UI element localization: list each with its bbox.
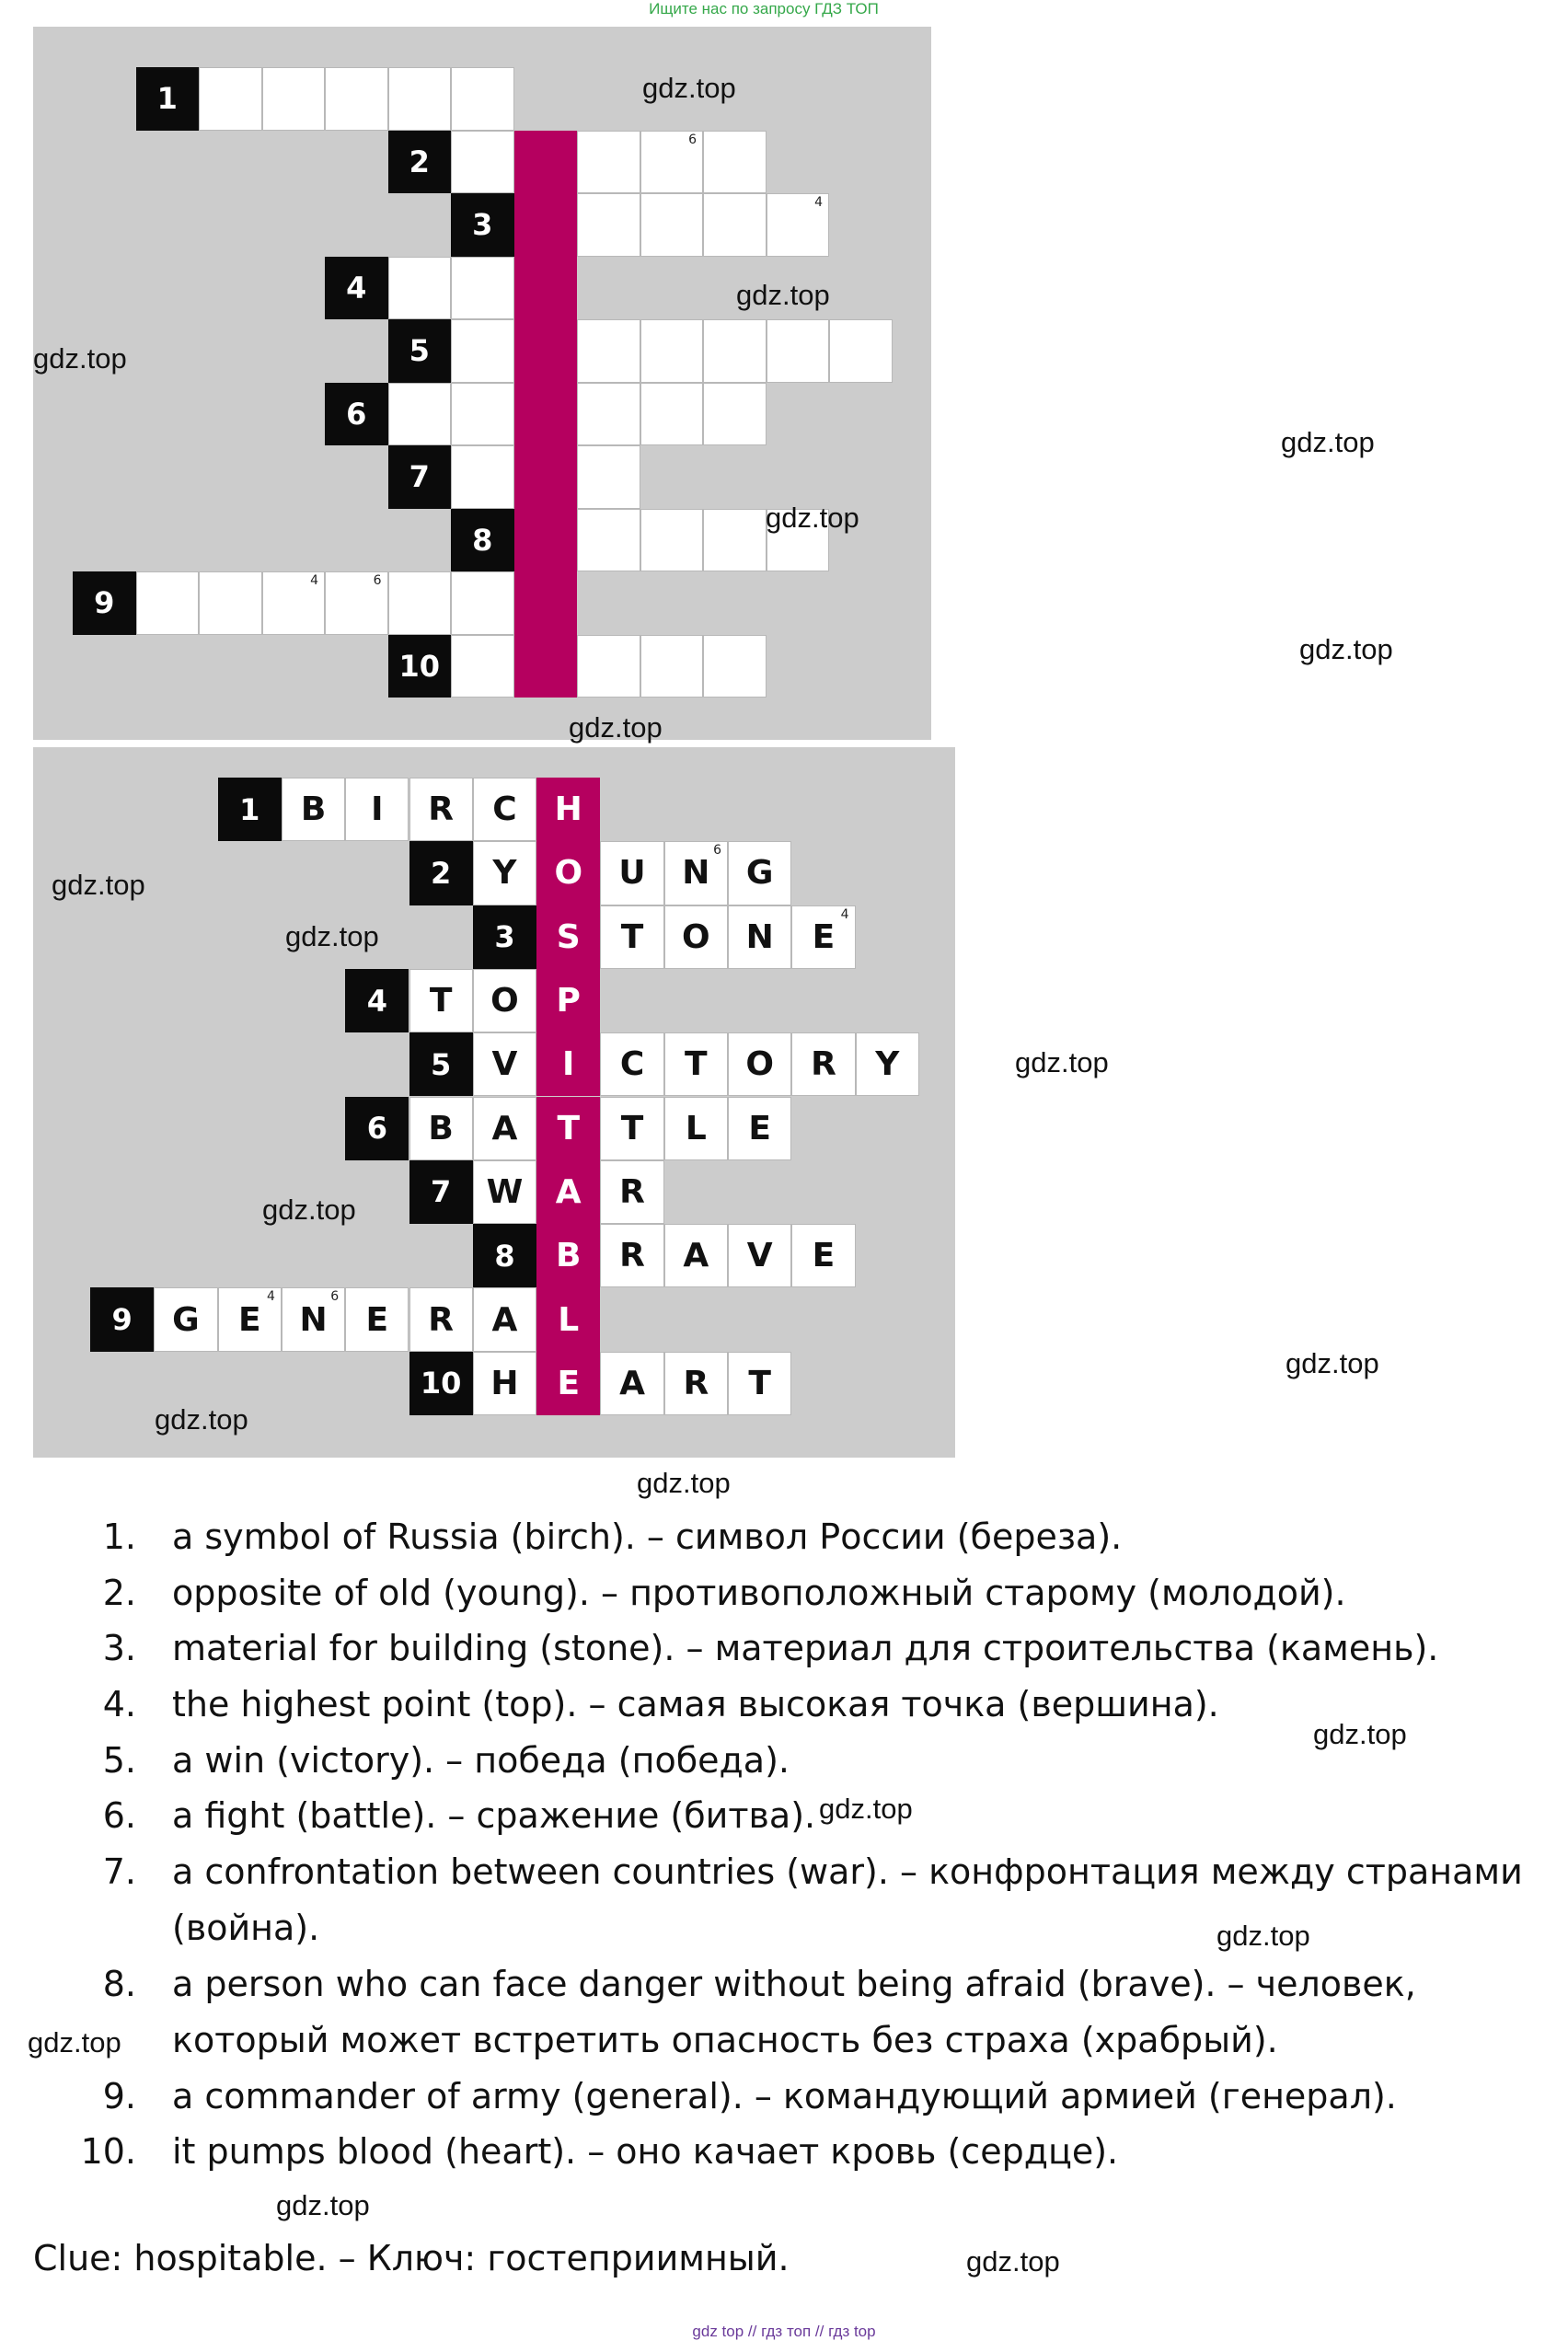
keyword-cell[interactable] (514, 635, 578, 698)
letter: G (745, 854, 774, 893)
clue-text: a win (victory). – победа (победа). (172, 1740, 790, 1781)
clue-number-box: 1 (136, 67, 200, 131)
letter-cell[interactable] (451, 445, 514, 509)
watermark: gdz.top (285, 920, 379, 952)
letter-cell (473, 1097, 536, 1160)
letter: B (300, 790, 327, 829)
letter-cell[interactable] (136, 571, 200, 635)
clue-text: a person who can face danger without being afraid (brave). – человек, который может встретить опасность без страха (храбрый). (172, 1964, 1416, 2060)
clue-number-box: 3 (473, 905, 536, 969)
clue-text: the highest point (top). – самая высокая точка (вершина). (172, 1684, 1219, 1724)
letter: O (682, 917, 710, 956)
letter-cell (409, 1287, 473, 1351)
letter: A (683, 1237, 709, 1275)
superscript-mark: 4 (814, 195, 823, 210)
keyword-cell (536, 1352, 600, 1415)
letter-cell[interactable] (577, 131, 640, 194)
clue-number-box: 10 (409, 1352, 473, 1415)
letter: E (812, 917, 836, 956)
empty-crossword-grid (33, 27, 931, 740)
keyword-cell[interactable] (514, 445, 578, 509)
letter: A (555, 1172, 582, 1211)
clue-text: opposite of old (young). – противоположный старому (молодой). (172, 1573, 1346, 1613)
clue-text: a confrontation between countries (war). – конфронтация между странами (война). (172, 1851, 1523, 1948)
letter-cell[interactable] (703, 319, 767, 383)
letter: E (365, 1300, 389, 1339)
letter-cell[interactable] (577, 319, 640, 383)
letter-cell (664, 841, 728, 905)
letter-cell (345, 1287, 409, 1351)
superscript-mark: 6 (713, 843, 721, 859)
letter-cell (345, 778, 409, 841)
letter: I (371, 790, 384, 829)
letter-cell (409, 778, 473, 841)
keyword-cell (536, 778, 600, 841)
letter-cell[interactable] (388, 383, 452, 446)
superscript-mark: 6 (688, 132, 697, 147)
clue-number: 4. (102, 1684, 136, 1724)
superscript-mark: 6 (373, 573, 382, 588)
letter-cell (791, 1224, 855, 1287)
letter-cell (600, 1160, 663, 1224)
letter: H (554, 790, 582, 829)
letter: C (619, 1045, 645, 1084)
watermark: gdz.top (966, 2245, 1060, 2278)
letter: O (554, 854, 583, 893)
clue-text: a symbol of Russia (birch). – символ России (береза). (172, 1516, 1123, 1557)
watermark: gdz.top (33, 342, 127, 375)
letter: I (562, 1045, 575, 1084)
letter: N (745, 917, 774, 956)
letter: L (685, 1109, 707, 1147)
letter: T (685, 1045, 708, 1084)
letter: T (620, 1109, 644, 1147)
watermark: gdz.top (52, 869, 145, 901)
letter-cell[interactable] (640, 383, 704, 446)
clue-text: a fight (battle). – сражение (битва). (172, 1795, 816, 1836)
clue-number-box: 3 (451, 193, 514, 257)
watermark: gdz.top (766, 502, 859, 534)
letter: R (619, 1237, 645, 1275)
watermark: gdz.top (276, 2189, 370, 2221)
clue-number-box: 9 (73, 571, 136, 635)
clue-number: 6. (102, 1795, 136, 1836)
keyword-cell (536, 841, 600, 905)
letter-cell (728, 905, 791, 969)
letter: A (491, 1109, 518, 1147)
clue-number-box: 10 (388, 635, 452, 698)
letter-cell (473, 778, 536, 841)
letter-cell[interactable] (388, 571, 452, 635)
clue-number: 5. (102, 1740, 136, 1781)
clue-number: 3. (102, 1628, 136, 1668)
letter-cell[interactable] (640, 319, 704, 383)
clue-number-box: 2 (388, 131, 452, 194)
watermark: gdz.top (642, 72, 736, 104)
keyword-cell[interactable] (514, 319, 578, 383)
letter-cell (409, 969, 473, 1032)
letter: T (429, 982, 453, 1021)
letter-cell (791, 1032, 855, 1096)
letter: Y (492, 854, 517, 893)
letter-cell (473, 1032, 536, 1096)
letter-cell (664, 1097, 728, 1160)
letter-cell (218, 1287, 282, 1351)
letter: T (620, 917, 644, 956)
keyword-cell (536, 1287, 600, 1351)
letter-cell (728, 1352, 791, 1415)
letter-cell[interactable] (388, 67, 452, 131)
letter-cell[interactable] (703, 383, 767, 446)
letter: A (619, 1364, 645, 1402)
clue-number-box: 5 (388, 319, 452, 383)
letter-cell (473, 969, 536, 1032)
keyword-cell[interactable] (514, 509, 578, 572)
letter-cell[interactable] (577, 193, 640, 257)
letter-cell[interactable] (829, 319, 893, 383)
watermark: gdz.top (28, 2026, 121, 2058)
letter-cell[interactable] (451, 319, 514, 383)
letter: R (428, 790, 455, 829)
clue-number-box: 4 (345, 969, 409, 1032)
letter-cell (728, 841, 791, 905)
letter: N (682, 854, 710, 893)
watermark: gdz.top (155, 1403, 248, 1436)
letter: L (558, 1300, 580, 1339)
letter-cell (409, 1097, 473, 1160)
clue-number-box: 5 (409, 1032, 473, 1096)
letter: V (491, 1045, 518, 1084)
superscript-mark: 6 (330, 1289, 340, 1305)
letter-cell[interactable] (451, 67, 514, 131)
letter-cell (473, 1287, 536, 1351)
letter-cell[interactable] (703, 131, 767, 194)
letter-cell (600, 1097, 663, 1160)
letter-cell[interactable] (767, 319, 830, 383)
letter: R (619, 1172, 645, 1211)
clue-number-box: 7 (409, 1160, 473, 1224)
letter-cell[interactable] (640, 131, 704, 194)
letter-cell (728, 1224, 791, 1287)
keyword-cell[interactable] (514, 383, 578, 446)
letter-cell (600, 1352, 663, 1415)
watermark: gdz.top (637, 1467, 731, 1499)
letter: C (492, 790, 517, 829)
letter: R (428, 1300, 455, 1339)
letter: P (556, 982, 581, 1021)
letter: E (812, 1237, 836, 1275)
letter-cell (282, 778, 345, 841)
letter-cell (664, 1352, 728, 1415)
clue-number-box: 8 (473, 1224, 536, 1287)
watermark: gdz.top (819, 1793, 913, 1825)
superscript-mark: 4 (266, 1289, 275, 1305)
letter: E (557, 1364, 581, 1402)
letter: B (428, 1109, 454, 1147)
hidden-word-clue: Clue: hospitable. – Ключ: гостеприимный. (33, 2238, 790, 2278)
letter: S (556, 917, 581, 956)
letter-cell[interactable] (451, 571, 514, 635)
clue-number: 10. (80, 2131, 136, 2172)
letter: T (748, 1364, 771, 1402)
superscript-mark: 4 (310, 573, 318, 588)
letter-cell[interactable] (703, 193, 767, 257)
letter-cell[interactable] (262, 571, 326, 635)
letter-cell[interactable] (640, 509, 704, 572)
letter: V (746, 1237, 773, 1275)
solved-crossword-grid (33, 747, 955, 1458)
clue-text: a commander of army (general). – командующий армией (генерал). (172, 2076, 1397, 2116)
letter-cell (473, 1352, 536, 1415)
letter-cell (600, 1032, 663, 1096)
clue-number-box: 6 (325, 383, 388, 446)
letter: O (490, 982, 519, 1021)
clue-number: 7. (102, 1851, 136, 1892)
letter-cell[interactable] (451, 131, 514, 194)
letter-cell (791, 905, 855, 969)
watermark: gdz.top (1299, 633, 1393, 665)
clue-number: 9. (102, 2076, 136, 2116)
letter-cell[interactable] (325, 67, 388, 131)
watermark: gdz.top (1216, 1920, 1310, 1952)
letter-cell[interactable] (767, 193, 830, 257)
letter: R (683, 1364, 709, 1402)
letter: N (299, 1300, 328, 1339)
watermark: gdz.top (1281, 426, 1375, 458)
letter: U (618, 854, 646, 893)
watermark: gdz.top (262, 1194, 356, 1226)
letter-cell[interactable] (703, 509, 767, 572)
letter: B (556, 1237, 582, 1275)
letter-cell (856, 1032, 919, 1096)
letter-cell (664, 1224, 728, 1287)
letter-cell (473, 841, 536, 905)
letter-cell (600, 1224, 663, 1287)
letter-cell[interactable] (451, 383, 514, 446)
letter-cell (473, 1160, 536, 1224)
letter-cell[interactable] (640, 193, 704, 257)
keyword-cell (536, 1032, 600, 1096)
letter: E (237, 1300, 261, 1339)
clue-number: 2. (102, 1573, 136, 1613)
letter-cell (728, 1097, 791, 1160)
clue-number-box: 1 (218, 778, 282, 841)
watermark: gdz.top (736, 279, 830, 311)
letter: W (486, 1172, 524, 1211)
top-banner: Ищите нас по запросу ГДЗ ТОП (649, 0, 879, 17)
clue-number-box: 2 (409, 841, 473, 905)
letter: G (172, 1300, 200, 1339)
keyword-cell (536, 905, 600, 969)
letter-cell[interactable] (577, 635, 640, 698)
keyword-cell[interactable] (514, 131, 578, 194)
letter-cell[interactable] (262, 67, 326, 131)
keyword-cell (536, 969, 600, 1032)
keyword-cell (536, 1160, 600, 1224)
clue-text: material for building (stone). – материал для строительства (камень). (172, 1628, 1439, 1668)
letter-cell (600, 841, 663, 905)
letter-cell (282, 1287, 345, 1351)
watermark: gdz.top (1313, 1718, 1407, 1750)
letter-cell (728, 1032, 791, 1096)
letter: T (557, 1109, 581, 1147)
keyword-cell[interactable] (514, 193, 578, 257)
letter-cell[interactable] (199, 67, 262, 131)
watermark: gdz.top (1015, 1046, 1109, 1078)
letter-cell (664, 905, 728, 969)
letter-cell[interactable] (577, 383, 640, 446)
letter: Y (875, 1045, 900, 1084)
letter-cell (600, 905, 663, 969)
footer-links: gdz top // гдз топ // гдз top (692, 2323, 876, 2340)
watermark: gdz.top (1286, 1347, 1379, 1379)
letter: R (811, 1045, 836, 1084)
keyword-cell (536, 1097, 600, 1160)
clue-number-box: 7 (388, 445, 452, 509)
letter-cell[interactable] (451, 257, 514, 320)
clue-number-box: 6 (345, 1097, 409, 1160)
letter-cell[interactable] (703, 635, 767, 698)
clue-number: 1. (102, 1516, 136, 1557)
watermark: gdz.top (569, 711, 663, 744)
superscript-mark: 4 (840, 906, 849, 922)
clue-number: 8. (102, 1964, 136, 2004)
letter-cell[interactable] (199, 571, 262, 635)
keyword-cell[interactable] (514, 571, 578, 635)
letter-cell[interactable] (640, 635, 704, 698)
letter-cell[interactable] (325, 571, 388, 635)
letter: E (748, 1109, 771, 1147)
letter-cell (664, 1032, 728, 1096)
clue-number-box: 8 (451, 509, 514, 572)
letter: O (745, 1045, 774, 1084)
letter: A (491, 1300, 518, 1339)
clue-number-box: 4 (325, 257, 388, 320)
letter-cell[interactable] (577, 445, 640, 509)
letter-cell[interactable] (388, 257, 452, 320)
clue-number-box: 9 (90, 1287, 154, 1351)
letter-cell (154, 1287, 217, 1351)
letter-cell[interactable] (577, 509, 640, 572)
clue-text: it pumps blood (heart). – оно качает кровь (сердце). (172, 2131, 1119, 2172)
letter: H (490, 1364, 519, 1402)
letter-cell[interactable] (451, 635, 514, 698)
keyword-cell[interactable] (514, 257, 578, 320)
keyword-cell (536, 1224, 600, 1287)
